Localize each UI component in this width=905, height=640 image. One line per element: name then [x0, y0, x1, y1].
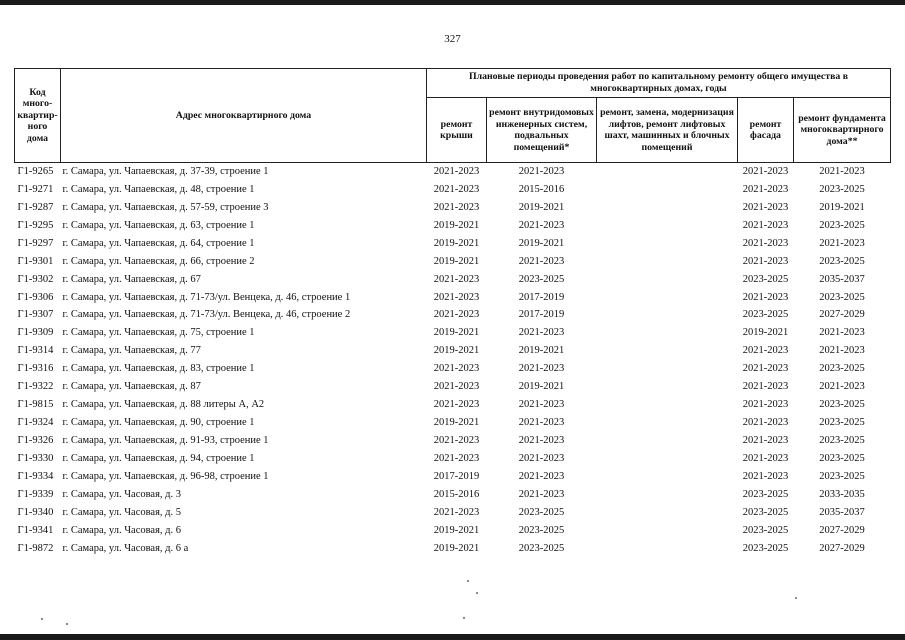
cell-engineering: 2021-2023 — [518, 327, 565, 339]
cell-address: г. Самара, ул. Чапаевская, д. 77 — [62, 345, 201, 357]
header-foundation: ремонт фундамента многоквартирного дома** — [794, 98, 891, 163]
cell-foundation: 2027-2029 — [819, 524, 865, 536]
cell-elevator — [597, 540, 738, 558]
cell-facade: 2021-2023 — [742, 417, 789, 429]
cell-address: г. Самара, ул. Чапаевская, д. 64, строение 1 — [62, 237, 255, 249]
table-row — [15, 486, 891, 504]
cell-foundation: 2021-2023 — [819, 381, 865, 393]
scan-speck — [66, 623, 68, 625]
cell-code: Г1-9314 — [17, 345, 54, 357]
cell-code: Г1-9295 — [17, 219, 54, 231]
cell-code: Г1-9330 — [17, 452, 54, 464]
cell-code: Г1-9306 — [17, 291, 54, 303]
table-row — [15, 181, 891, 199]
cell-engineering: 2021-2023 — [518, 417, 565, 429]
cell-address: г. Самара, ул. Чапаевская, д. 71-73/ул. Венцека, д. 46, строение 2 — [62, 309, 351, 321]
cell-elevator — [597, 432, 738, 450]
scan-speck — [467, 580, 469, 582]
header-code: Код много-квартир-ного дома — [15, 69, 61, 163]
top-border — [0, 0, 905, 5]
cell-engineering: 2023-2025 — [518, 506, 565, 518]
cell-code: Г1-9340 — [17, 506, 54, 518]
cell-code: Г1-9334 — [17, 470, 54, 482]
cell-engineering: 2019-2021 — [518, 345, 565, 357]
cell-address: г. Самара, ул. Чапаевская, д. 67 — [62, 273, 201, 285]
cell-foundation: 2023-2025 — [819, 435, 865, 447]
cell-engineering: 2017-2019 — [518, 291, 565, 303]
cell-roof: 2021-2023 — [433, 435, 480, 447]
cell-address: г. Самара, ул. Чапаевская, д. 48, строение 1 — [62, 183, 255, 195]
cell-address: г. Самара, ул. Часовая, д. 5 — [62, 506, 182, 518]
cell-roof: 2019-2021 — [433, 237, 480, 249]
cell-foundation: 2035-2037 — [819, 273, 865, 285]
cell-foundation: 2023-2025 — [819, 291, 865, 303]
cell-foundation: 2023-2025 — [819, 452, 865, 464]
cell-foundation: 2023-2025 — [819, 417, 865, 429]
cell-engineering: 2021-2023 — [518, 488, 565, 500]
cell-code: Г1-9307 — [17, 309, 54, 321]
cell-roof: 2021-2023 — [433, 363, 480, 375]
cell-roof: 2019-2021 — [433, 345, 480, 357]
cell-facade: 2021-2023 — [742, 201, 789, 213]
cell-roof: 2021-2023 — [433, 506, 480, 518]
table-row — [15, 253, 891, 271]
table-row — [15, 414, 891, 432]
cell-foundation: 2027-2029 — [819, 542, 865, 554]
cell-elevator — [597, 342, 738, 360]
cell-code: Г1-9297 — [17, 237, 54, 249]
cell-code: Г1-9815 — [17, 399, 54, 411]
cell-facade: 2023-2025 — [742, 542, 789, 554]
cell-roof: 2021-2023 — [433, 452, 480, 464]
cell-engineering: 2021-2023 — [518, 399, 565, 411]
cell-engineering: 2021-2023 — [518, 470, 565, 482]
cell-code: Г1-9287 — [17, 201, 54, 213]
cell-elevator — [597, 181, 738, 199]
cell-address: г. Самара, ул. Чапаевская, д. 66, строение 2 — [62, 255, 255, 267]
cell-facade: 2023-2025 — [742, 309, 789, 321]
cell-facade: 2023-2025 — [742, 524, 789, 536]
cell-elevator — [597, 271, 738, 289]
cell-roof: 2019-2021 — [433, 524, 480, 536]
cell-address: г. Самара, ул. Чапаевская, д. 83, строение 1 — [62, 363, 255, 375]
cell-address: г. Самара, ул. Чапаевская, д. 87 — [62, 381, 201, 393]
cell-foundation: 2033-2035 — [819, 488, 865, 500]
cell-address: г. Самара, ул. Чапаевская, д. 75, строение 1 — [62, 327, 255, 339]
cell-foundation: 2021-2023 — [819, 327, 865, 339]
header-elevator: ремонт, замена, модернизация лифтов, ремонт лифтовых шахт, машинных и блочных помещений — [597, 98, 738, 163]
cell-engineering: 2021-2023 — [518, 255, 565, 267]
cell-code: Г1-9326 — [17, 435, 54, 447]
cell-roof: 2021-2023 — [433, 201, 480, 213]
cell-address: г. Самара, ул. Часовая, д. 6 — [62, 524, 182, 536]
cell-engineering: 2023-2025 — [518, 524, 565, 536]
cell-engineering: 2019-2021 — [518, 381, 565, 393]
cell-roof: 2015-2016 — [433, 488, 480, 500]
cell-address: г. Самара, ул. Чапаевская, д. 88 литеры А, А2 — [62, 399, 265, 411]
cell-elevator — [597, 307, 738, 325]
cell-engineering: 2021-2023 — [518, 435, 565, 447]
cell-address: г. Самара, ул. Чапаевская, д. 63, строение 1 — [62, 219, 255, 231]
cell-foundation: 2021-2023 — [819, 165, 865, 177]
cell-foundation: 2027-2029 — [819, 309, 865, 321]
cell-facade: 2021-2023 — [742, 435, 789, 447]
cell-foundation: 2019-2021 — [819, 201, 865, 213]
cell-code: Г1-9271 — [17, 183, 54, 195]
cell-code: Г1-9341 — [17, 524, 54, 536]
cell-facade: 2021-2023 — [742, 345, 789, 357]
cell-code: Г1-9302 — [17, 273, 54, 285]
table-row — [15, 235, 891, 253]
cell-elevator — [597, 163, 738, 181]
table-row — [15, 450, 891, 468]
cell-foundation: 2023-2025 — [819, 219, 865, 231]
table-row — [15, 199, 891, 217]
cell-elevator — [597, 235, 738, 253]
table-row — [15, 289, 891, 307]
cell-address: г. Самара, ул. Чапаевская, д. 90, строение 1 — [62, 417, 255, 429]
cell-foundation: 2023-2025 — [819, 183, 865, 195]
cell-code: Г1-9322 — [17, 381, 54, 393]
cell-facade: 2021-2023 — [742, 399, 789, 411]
cell-code: Г1-9872 — [17, 542, 54, 554]
page-number: 327 — [444, 33, 461, 45]
cell-code: Г1-9324 — [17, 417, 54, 429]
cell-roof: 2021-2023 — [433, 165, 480, 177]
cell-elevator — [597, 414, 738, 432]
cell-elevator — [597, 199, 738, 217]
cell-facade: 2023-2025 — [742, 488, 789, 500]
cell-elevator — [597, 217, 738, 235]
cell-engineering: 2021-2023 — [518, 452, 565, 464]
cell-facade: 2021-2023 — [742, 183, 789, 195]
cell-address: г. Самара, ул. Чапаевская, д. 37-39, строение 1 — [62, 165, 269, 177]
cell-facade: 2021-2023 — [742, 219, 789, 231]
table-row — [15, 378, 891, 396]
bottom-border — [0, 634, 905, 640]
cell-engineering: 2021-2023 — [518, 165, 565, 177]
cell-elevator — [597, 486, 738, 504]
cell-foundation: 2023-2025 — [819, 255, 865, 267]
header-engineering: ремонт внутридомовых инженерных систем, подвальных помещений* — [487, 98, 597, 163]
scan-speck — [463, 617, 465, 619]
cell-elevator — [597, 522, 738, 540]
table-row — [15, 504, 891, 522]
cell-roof: 2019-2021 — [433, 219, 480, 231]
cell-code: Г1-9265 — [17, 165, 54, 177]
cell-elevator — [597, 253, 738, 271]
table-row — [15, 324, 891, 342]
cell-roof: 2017-2019 — [433, 470, 480, 482]
cell-roof: 2019-2021 — [433, 327, 480, 339]
table-row — [15, 271, 891, 289]
cell-roof: 2021-2023 — [433, 399, 480, 411]
scan-speck — [795, 597, 797, 599]
cell-foundation: 2023-2025 — [819, 399, 865, 411]
capital-repair-table — [14, 68, 891, 558]
cell-elevator — [597, 289, 738, 307]
cell-foundation: 2023-2025 — [819, 470, 865, 482]
cell-address: г. Самара, ул. Чапаевская, д. 94, строение 1 — [62, 452, 255, 464]
cell-facade: 2021-2023 — [742, 363, 789, 375]
cell-roof: 2019-2021 — [433, 417, 480, 429]
cell-roof: 2021-2023 — [433, 291, 480, 303]
cell-foundation: 2035-2037 — [819, 506, 865, 518]
cell-code: Г1-9301 — [17, 255, 54, 267]
cell-address: г. Самара, ул. Часовая, д. 6 а — [62, 542, 189, 554]
cell-engineering: 2017-2019 — [518, 309, 565, 321]
table-row — [15, 163, 891, 181]
cell-elevator — [597, 324, 738, 342]
cell-engineering: 2021-2023 — [518, 363, 565, 375]
cell-facade: 2021-2023 — [742, 452, 789, 464]
cell-facade: 2021-2023 — [742, 291, 789, 303]
cell-roof: 2019-2021 — [433, 542, 480, 554]
table-row — [15, 432, 891, 450]
cell-elevator — [597, 396, 738, 414]
cell-roof: 2021-2023 — [433, 273, 480, 285]
cell-foundation: 2023-2025 — [819, 363, 865, 375]
table-row — [15, 540, 891, 558]
cell-facade: 2021-2023 — [742, 381, 789, 393]
cell-facade: 2023-2025 — [742, 506, 789, 518]
table-row — [15, 396, 891, 414]
header-periods-group: Плановые периоды проведения работ по капитальному ремонту общего имущества в многоквартирных домах, годы — [427, 69, 891, 98]
table-row — [15, 307, 891, 325]
cell-address: г. Самара, ул. Чапаевская, д. 71-73/ул. Венцека, д. 46, строение 1 — [62, 291, 351, 303]
cell-code: Г1-9316 — [17, 363, 54, 375]
cell-roof: 2021-2023 — [433, 183, 480, 195]
cell-code: Г1-9309 — [17, 327, 54, 339]
cell-elevator — [597, 450, 738, 468]
cell-elevator — [597, 504, 738, 522]
table-row — [15, 522, 891, 540]
cell-foundation: 2021-2023 — [819, 345, 865, 357]
cell-address: г. Самара, ул. Чапаевская, д. 91-93, строение 1 — [62, 435, 269, 447]
cell-roof: 2019-2021 — [433, 255, 480, 267]
table-row — [15, 342, 891, 360]
cell-roof: 2021-2023 — [433, 309, 480, 321]
cell-engineering: 2023-2025 — [518, 542, 565, 554]
cell-engineering: 2019-2021 — [518, 237, 565, 249]
cell-address: г. Самара, ул. Часовая, д. 3 — [62, 488, 182, 500]
cell-facade: 2021-2023 — [742, 470, 789, 482]
cell-address: г. Самара, ул. Чапаевская, д. 96-98, строение 1 — [62, 470, 269, 482]
table-row — [15, 217, 891, 235]
cell-facade: 2021-2023 — [742, 237, 789, 249]
cell-facade: 2021-2023 — [742, 255, 789, 267]
cell-roof: 2021-2023 — [433, 381, 480, 393]
header-facade: ремонт фасада — [738, 98, 794, 163]
header-roof: ремонт крыши — [427, 98, 487, 163]
cell-facade: 2019-2021 — [742, 327, 789, 339]
cell-elevator — [597, 378, 738, 396]
table-row — [15, 360, 891, 378]
cell-engineering: 2021-2023 — [518, 219, 565, 231]
cell-address: г. Самара, ул. Чапаевская, д. 57-59, строение 3 — [62, 201, 269, 213]
cell-foundation: 2021-2023 — [819, 237, 865, 249]
cell-engineering: 2019-2021 — [518, 201, 565, 213]
scan-speck — [41, 618, 43, 620]
header-address: Адрес многоквартирного дома — [61, 69, 427, 163]
cell-code: Г1-9339 — [17, 488, 54, 500]
table-body — [15, 163, 891, 558]
scan-speck — [476, 592, 478, 594]
table-row — [15, 468, 891, 486]
cell-elevator — [597, 468, 738, 486]
cell-facade: 2021-2023 — [742, 165, 789, 177]
cell-facade: 2023-2025 — [742, 273, 789, 285]
cell-elevator — [597, 360, 738, 378]
cell-engineering: 2015-2016 — [518, 183, 565, 195]
cell-engineering: 2023-2025 — [518, 273, 565, 285]
